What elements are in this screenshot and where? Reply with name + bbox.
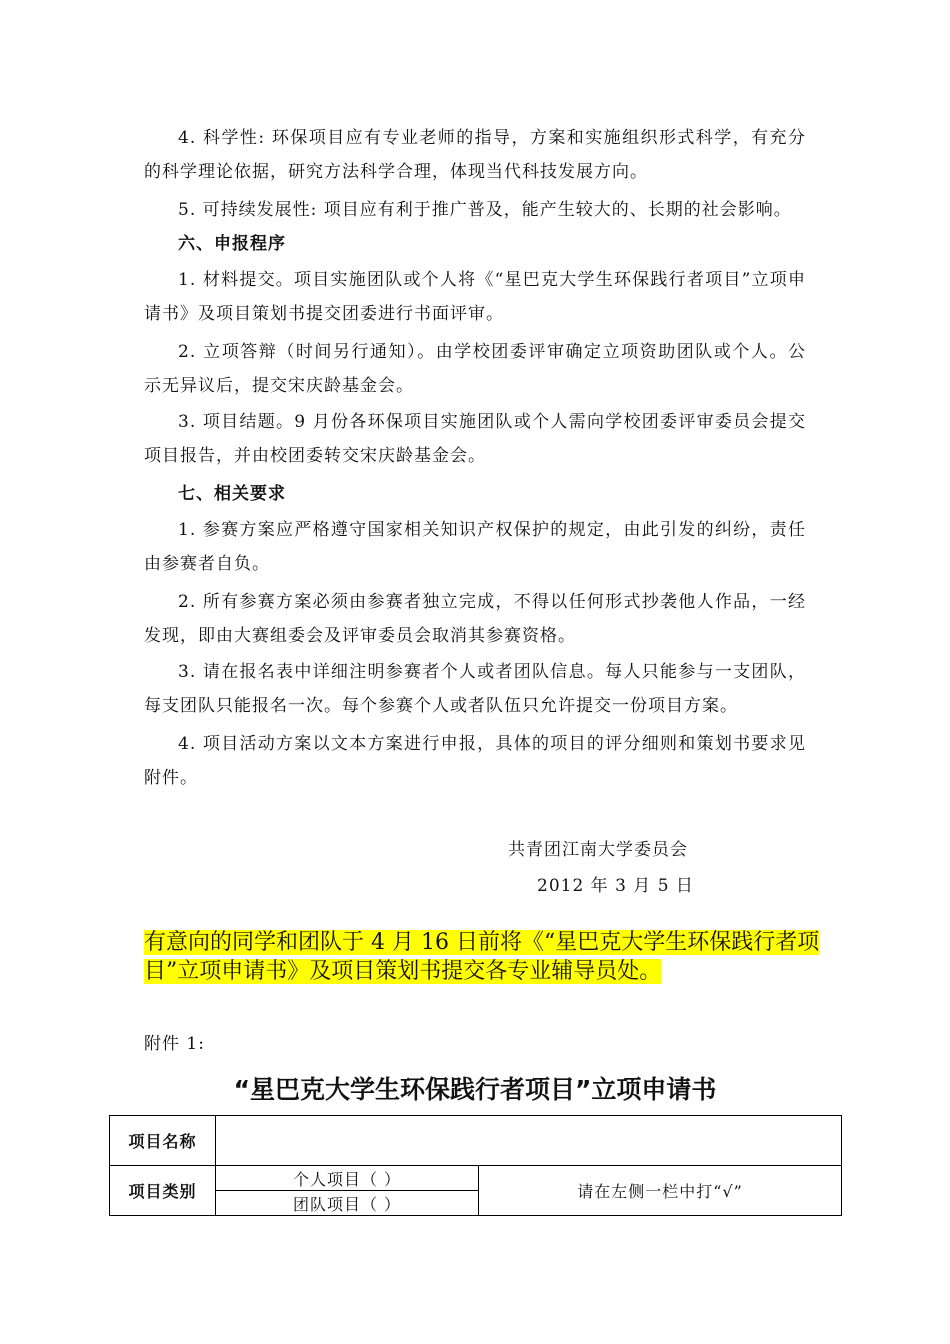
signature-org: 共青团江南大学委员会 (508, 840, 688, 860)
section-heading-requirements: 七、相关要求 (178, 484, 286, 504)
project-type-label: 项目类别 (110, 1166, 216, 1216)
option-individual-project[interactable]: 个人项目（ ） (216, 1166, 479, 1191)
criterion-sustainable: 5. 可持续发展性: 项目应有利于推广普及，能产生较大的、长期的社会影响。 (178, 200, 792, 220)
application-form-table (109, 1115, 842, 1216)
procedure-item-submission: 1. 材料提交。项目实施团队或个人将《“星巴克大学生环保践行者项目”立项申请书》及项目策划书提交团委进行书面评审。 (144, 270, 806, 324)
form-title: “星巴克大学生环保践行者项目”立项申请书 (233, 1075, 717, 1104)
requirement-item-format: 4. 项目活动方案以文本方案进行申报，具体的项目的评分细则和策划书要求见附件。 (144, 734, 806, 788)
highlighted-notice (144, 928, 824, 986)
checkmark-instruction: 请在左侧一栏中打“√” (479, 1166, 842, 1216)
section-heading-procedure: 六、申报程序 (178, 234, 286, 254)
option-team-project[interactable]: 团队项目（ ） (216, 1191, 479, 1216)
criterion-scientific: 4. 科学性: 环保项目应有专业老师的指导，方案和实施组织形式科学，有充分的科学理论依据，研究方法科学合理，体现当代科技发展方向。 (144, 128, 806, 182)
procedure-item-conclusion: 3. 项目结题。9 月份各环保项目实施团队或个人需向学校团委评审委员会提交项目报告，并由校团委转交宋庆龄基金会。 (144, 412, 806, 466)
requirement-item-registration: 3. 请在报名表中详细注明参赛者个人或者团队信息。每人只能参与一支团队，每支团队只能报名一次。每个参赛个人或者队伍只允许提交一份项目方案。 (144, 662, 806, 716)
procedure-item-defense: 2. 立项答辩（时间另行通知）。由学校团委评审确定立项资助团队或个人。公示无异议后，提交宋庆龄基金会。 (144, 342, 806, 396)
requirement-item-original: 2. 所有参赛方案必须由参赛者独立完成，不得以任何形式抄袭他人作品，一经发现，即由大赛组委会及评审委员会取消其参赛资格。 (144, 592, 806, 646)
annex-label: 附件 1: (144, 1034, 205, 1054)
project-name-label: 项目名称 (110, 1116, 216, 1166)
requirement-item-ip: 1. 参赛方案应严格遵守国家相关知识产权保护的规定，由此引发的纠纷，责任由参赛者自负。 (144, 520, 806, 574)
signature-date: 2012 年 3 月 5 日 (537, 876, 694, 896)
notice-text: 有意向的同学和团队于 4 月 16 日前将《“星巴克大学生环保践行者项目”立项申请书》及项目策划书提交各专业辅导员处。 (144, 930, 820, 984)
project-name-field[interactable] (216, 1116, 842, 1166)
